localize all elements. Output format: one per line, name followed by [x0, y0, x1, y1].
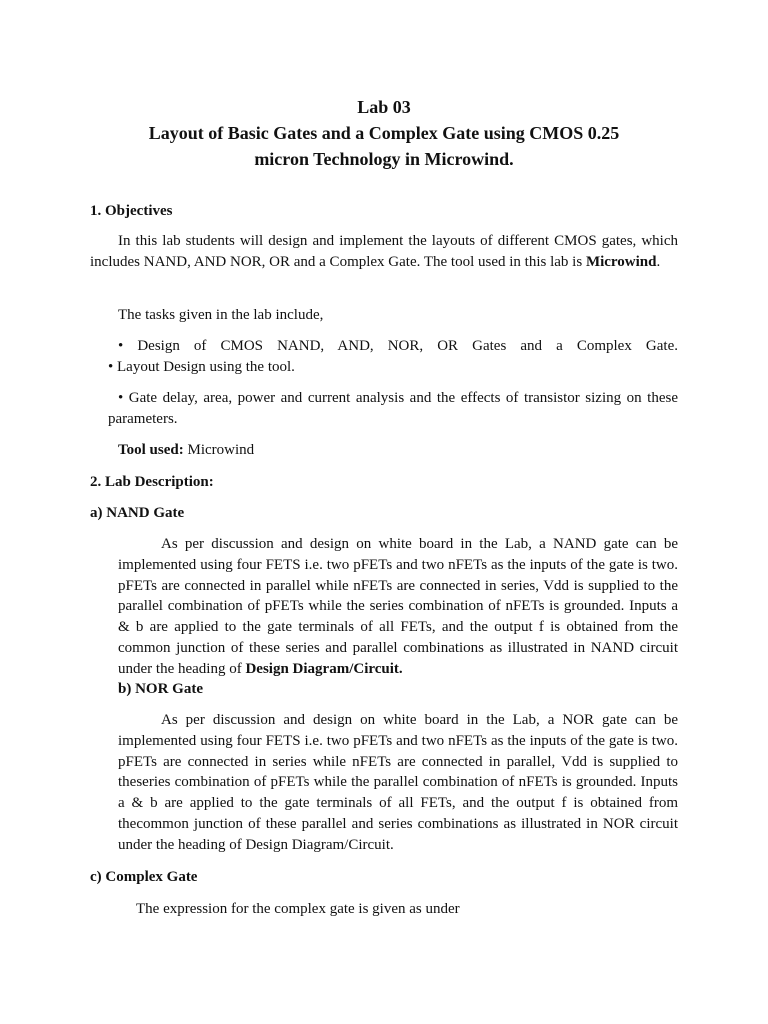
complex-gate-heading: c) Complex Gate [90, 869, 198, 885]
objectives-intro-tool: Microwind [585, 253, 657, 270]
bullet-design-gates: • Design of CMOS NAND, AND, NOR, OR Gates and a Complex Gate. [118, 338, 678, 354]
objectives-intro-text: In this lab students will design and implement the layouts of different CMOS gates, which includes NAND, AND NOR, OR and a Complex Gate. The tool used in this lab is [90, 233, 678, 270]
objectives-intro-end: . [656, 253, 661, 270]
title-line-3: micron Technology in Microwind. [254, 149, 514, 169]
title-line-1: Lab 03 [357, 97, 411, 117]
document-title [90, 94, 678, 172]
tool-used-line [118, 440, 254, 460]
nand-gate-text: As per discussion and design on white board in the Lab, a NAND gate can be implemented using four FETS i.e. two pFETs and two nFETs as the inputs of the gate is two. pFETs are connected in parallel while nFETs are connected in series, Vdd is supplied to the parallel combination of pFETs while the series combination of nFETs is grounded. Inputs a & b are applied to the gate terminals of all FETs, and the output f is obtained from the common junction of these series and parallel combinations as illustrated in NAND circuit under the heading of [118, 536, 678, 677]
bullet-layout-design: • Layout Design using the tool. [108, 359, 295, 375]
tool-used-label: Tool used: [118, 442, 184, 458]
tool-used-value: Microwind [183, 442, 255, 458]
nand-gate-text-bold: Design Diagram/Circuit. [245, 660, 403, 677]
bullet-gate-analysis: • Gate delay, area, power and current analysis and the effects of transistor sizing on these parameters. [108, 390, 678, 427]
nand-gate-paragraph [118, 534, 678, 680]
nand-gate-heading: a) NAND Gate [90, 505, 185, 521]
nor-gate-heading: b) NOR Gate [118, 681, 203, 697]
lab-description-heading: 2. Lab Description: [90, 474, 214, 490]
title-line-2: Layout of Basic Gates and a Complex Gate using CMOS 0.25 [148, 123, 620, 143]
objectives-heading: 1. Objectives [90, 203, 173, 219]
objectives-intro-paragraph [90, 231, 678, 273]
tasks-intro: The tasks given in the lab include, [118, 307, 324, 323]
complex-gate-text: The expression for the complex gate is given as under [136, 901, 460, 917]
nor-gate-paragraph: As per discussion and design on white board in the Lab, a NOR gate can be implemented using four FETS i.e. two pFETs and two nFETs as the inputs of the gate is two. pFETs are connected in series while nFETs are connected in parallel, Vdd is supplied to theseries combination of pFETs while the parallel combination of nFETs is grounded. Inputs a & b are applied to the gate terminals of all FETs, and the output f is obtained from thecommon junction of these parallel and series combinations as illustrated in NOR circuit under the heading of Design Diagram/Circuit. [118, 712, 678, 853]
